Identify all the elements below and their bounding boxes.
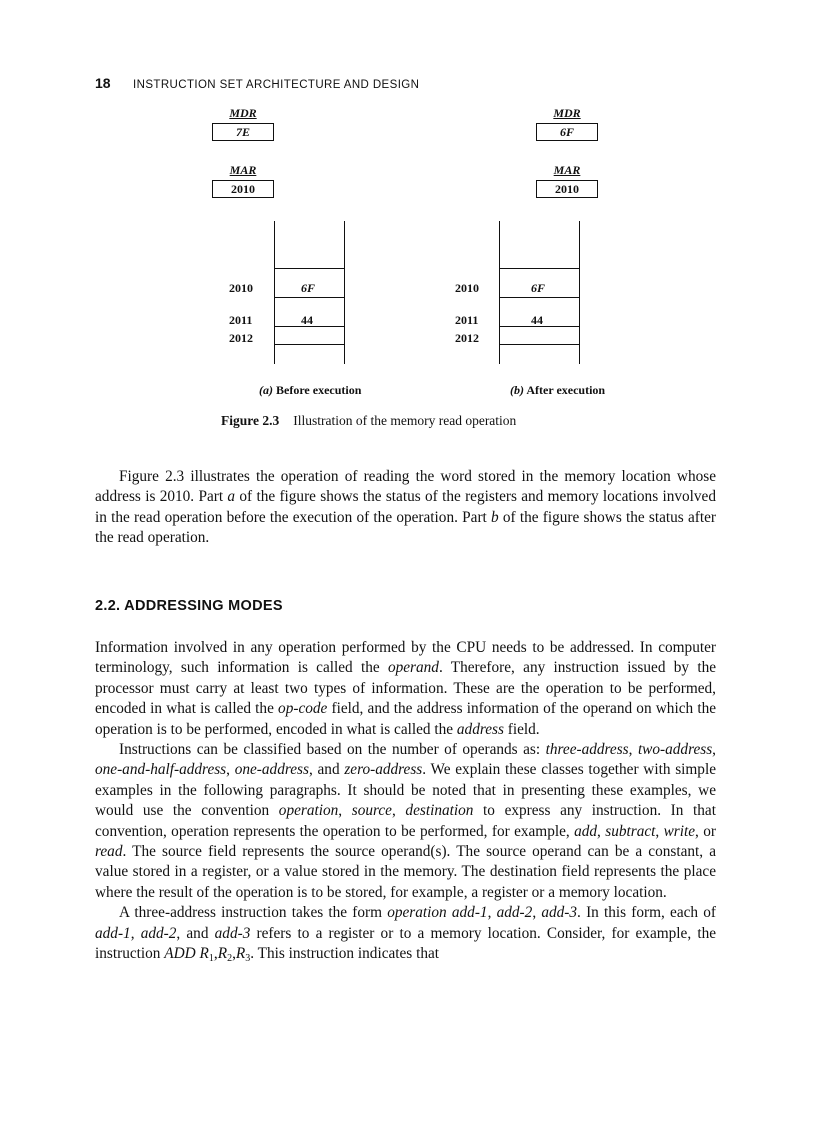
memory-left-edge	[274, 221, 275, 364]
panel-part: (b)	[510, 383, 524, 397]
memory-address: 2010	[229, 281, 253, 295]
body-paragraph: Information involved in any operation performed by the CPU needs to be addressed. In computer terminology, such information is called the operand. Therefore, any instruction issued by the processor must carry at least two types of information. These are the operation to be performed, encoded in what is called the op-code field, and the address information of the operand on which the operation is to be performed, encoded in what is called the address field.	[95, 639, 717, 738]
panel-sublabel	[510, 383, 605, 398]
mdr-label: MDR	[229, 106, 257, 120]
running-title: INSTRUCTION SET ARCHITECTURE AND DESIGN	[133, 79, 420, 91]
panel-sublabel	[259, 383, 361, 398]
memory-address: 2012	[229, 331, 253, 345]
mar-register	[536, 180, 598, 198]
body-paragraph: Instructions can be classified based on the number of operands as: three-address, two-address, one-and-half-address, one-address, and zero-address. We explain these classes together with simple examples in the following paragraphs. It should be noted that in presenting these examples, we would use the convention operation, source, destination to express any instruction. In that convention, operation represents the operation to be performed, for example, add, subtract, write, or read. The source field represents the source operand(s). The source operand can be a constant, a value stored in a register, or a value stored in the memory. The destination field represents the place where the result of the operation is to be stored, for example, a register or a memory location.	[95, 741, 716, 901]
memory-address: 2011	[455, 313, 479, 327]
memory-right-edge	[579, 221, 580, 364]
memory-right-edge	[344, 221, 345, 364]
memory-divider	[499, 268, 580, 269]
memory-divider	[499, 344, 580, 345]
figure-number: Figure 2.3	[221, 413, 280, 428]
section-heading: 2.2. ADDRESSING MODES	[95, 598, 283, 614]
memory-divider	[274, 268, 345, 269]
mar-label: MAR	[553, 163, 581, 177]
memory-divider	[274, 297, 345, 298]
memory-value: 44	[301, 313, 313, 327]
body-text	[95, 638, 716, 965]
mar-value: 2010	[231, 182, 255, 196]
mdr-register	[536, 123, 598, 141]
figure-caption	[221, 413, 516, 429]
figure-caption-text: Illustration of the memory read operation	[293, 413, 517, 428]
memory-value: 6F	[301, 281, 316, 295]
memory-left-edge	[499, 221, 500, 364]
memory-address: 2011	[229, 313, 253, 327]
memory-divider	[499, 297, 580, 298]
panel-part: (a)	[259, 383, 273, 397]
memory-value: 44	[531, 313, 543, 327]
mdr-label: MDR	[553, 106, 581, 120]
figure	[0, 0, 816, 440]
body-paragraph: A three-address instruction takes the form operation add-1, add-2, add-3. In this form, each of add-1, add-2, and add-3 refers to a register or to a memory location. Consider, for example, the instruction ADD $R_1,R_2,R_3$. This instruction indicates that	[95, 904, 717, 965]
memory-value: 6F	[531, 281, 546, 295]
mar-value: 2010	[555, 182, 579, 196]
panel-sublabel-text: Before execution	[276, 383, 362, 397]
memory-address: 2010	[455, 281, 479, 295]
mar-register	[212, 180, 274, 198]
mdr-value: 7E	[235, 125, 250, 139]
mdr-value: 6F	[559, 125, 574, 139]
body-paragraph: Figure 2.3 illustrates the operation of reading the word stored in the memory location whose address is 2010. Part a of the figure shows the status of the registers and memory locations involved in the read operation before the execution of the operation. Part b of the figure shows the status after the read operation.	[95, 468, 716, 547]
mdr-register	[212, 123, 274, 141]
memory-address: 2012	[455, 331, 479, 345]
mar-label: MAR	[229, 163, 257, 177]
panel-sublabel-text: After execution	[526, 383, 606, 397]
page-number: 18	[95, 75, 111, 91]
memory-divider	[274, 344, 345, 345]
